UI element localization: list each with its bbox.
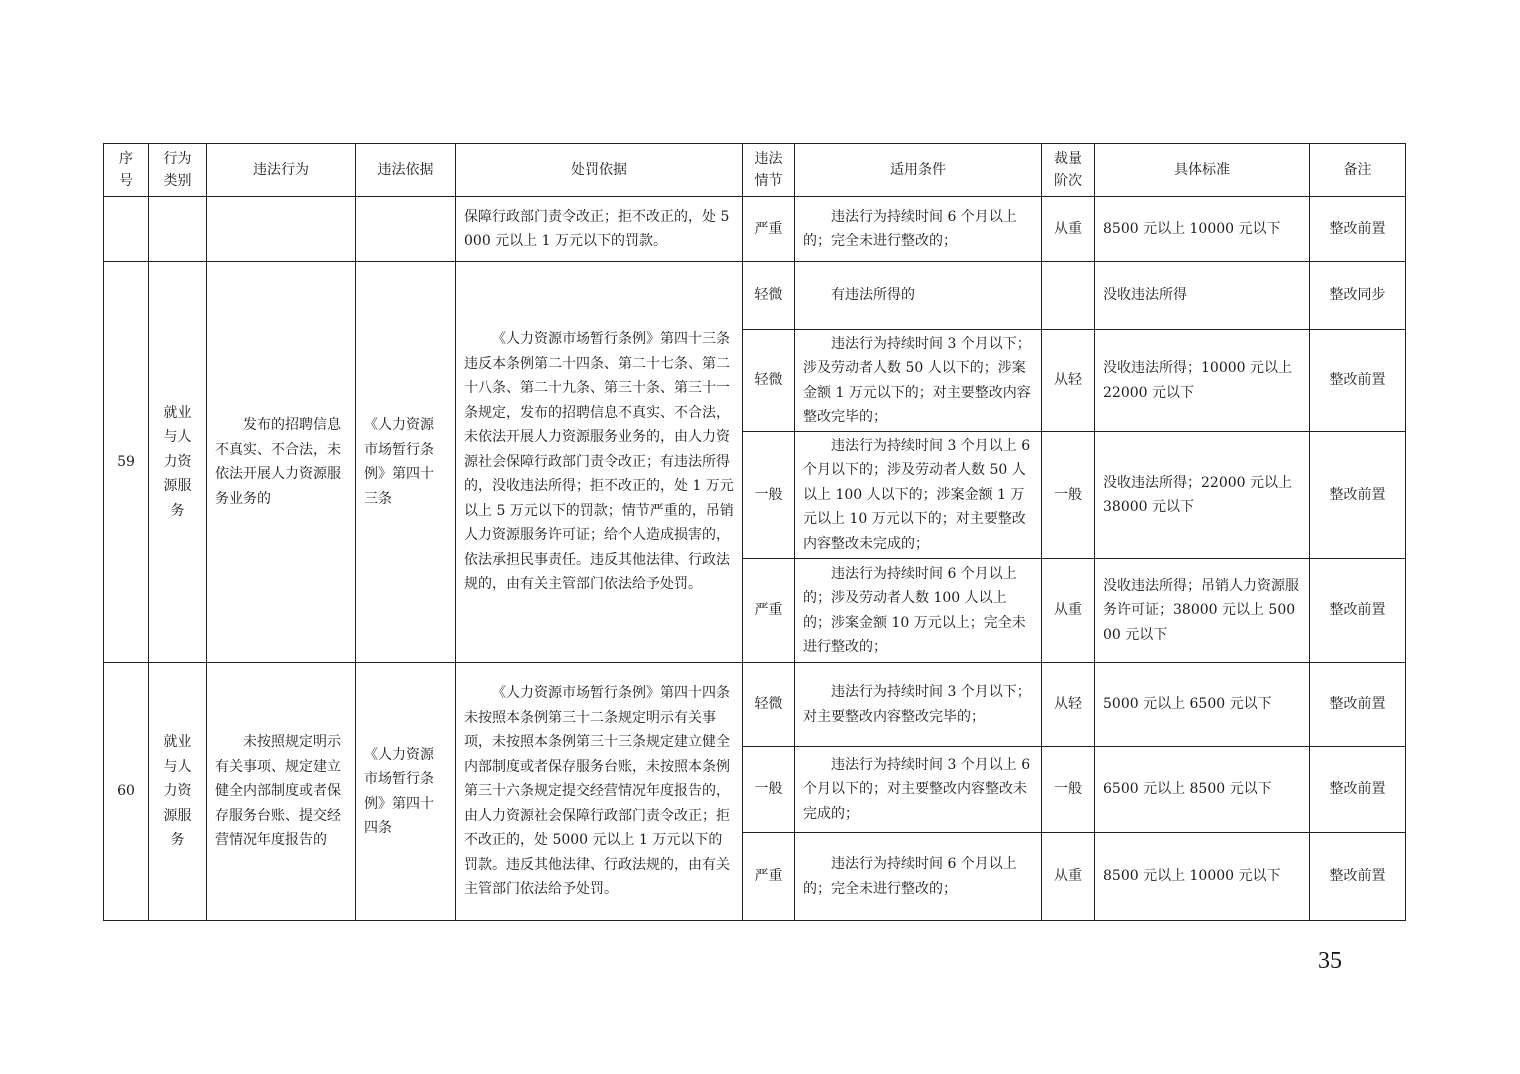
- note-cell: 整改前置: [1310, 330, 1406, 432]
- condition-cell: 违法行为持续时间 3 个月以下；涉及劳动者人数 50 人以下的；涉案金额 1 万元以下的；对主要整改内容整改完毕的；: [795, 330, 1042, 432]
- note-cell: 整改前置: [1310, 432, 1406, 559]
- severity-cell: 轻微: [743, 262, 795, 330]
- condition-cell: 违法行为持续时间 6 个月以上的；完全未进行整改的；: [795, 833, 1042, 921]
- penalty-discretion-table: [103, 143, 1406, 921]
- page-number: 35: [1318, 948, 1342, 974]
- note-cell: 整改前置: [1310, 833, 1406, 921]
- header-legal-basis: 违法依据: [356, 144, 456, 197]
- standard-cell: 没收违法所得: [1095, 262, 1310, 330]
- standard-cell: 6500 元以上 8500 元以下: [1095, 747, 1310, 833]
- condition-cell: 违法行为持续时间 3 个月以上 6 个月以下的；涉及劳动者人数 50 人以上 100 人以下的；涉案金额 1 万元以上 10 万元以下的；对主要整改内容整改未完成的；: [795, 432, 1042, 559]
- seq-cell: 60: [104, 663, 149, 921]
- table-row: [104, 262, 1406, 330]
- seq-cell: 59: [104, 262, 149, 663]
- header-seq: 序号: [104, 144, 149, 197]
- header-standard: 具体标准: [1095, 144, 1310, 197]
- level-cell: [1042, 262, 1095, 330]
- header-category: 行为类别: [149, 144, 207, 197]
- table-row: [104, 663, 1406, 747]
- condition-cell: 违法行为持续时间 6 个月以上的；涉及劳动者人数 100 人以上的；涉案金额 10 万元以上；完全未进行整改的；: [795, 559, 1042, 663]
- level-cell: 从轻: [1042, 330, 1095, 432]
- level-cell: 一般: [1042, 432, 1095, 559]
- condition-cell: 违法行为持续时间 6 个月以上的；完全未进行整改的；: [795, 197, 1042, 262]
- level-cell: 从轻: [1042, 663, 1095, 747]
- table-row: [104, 197, 1406, 262]
- severity-cell: 一般: [743, 747, 795, 833]
- note-cell: 整改同步: [1310, 262, 1406, 330]
- note-cell: 整改前置: [1310, 663, 1406, 747]
- standard-cell: 没收违法所得；吊销人力资源服务许可证；38000 元以上 50000 元以下: [1095, 559, 1310, 663]
- behavior-cell: 未按照规定明示有关事项、规定建立健全内部制度或者保存服务台账、提交经营情况年度报告的: [207, 663, 356, 921]
- standard-cell: 8500 元以上 10000 元以下: [1095, 833, 1310, 921]
- header-behavior: 违法行为: [207, 144, 356, 197]
- header-condition: 适用条件: [795, 144, 1042, 197]
- legal-basis-cell: 《人力资源市场暂行条例》第四十四条: [356, 663, 456, 921]
- condition-cell: 有违法所得的: [795, 262, 1042, 330]
- behavior-cell: 发布的招聘信息不真实、不合法，未依法开展人力资源服务业务的: [207, 262, 356, 663]
- severity-cell: 轻微: [743, 330, 795, 432]
- level-cell: 从重: [1042, 197, 1095, 262]
- standard-cell: 没收违法所得；10000 元以上 22000 元以下: [1095, 330, 1310, 432]
- severity-cell: 严重: [743, 197, 795, 262]
- note-cell: 整改前置: [1310, 747, 1406, 833]
- level-cell: 从重: [1042, 559, 1095, 663]
- category-cell: 就业与人力资源服务: [149, 663, 207, 921]
- header-row: [104, 144, 1406, 197]
- standard-cell: 没收违法所得；22000 元以上 38000 元以下: [1095, 432, 1310, 559]
- severity-cell: 轻微: [743, 663, 795, 747]
- level-cell: 一般: [1042, 747, 1095, 833]
- severity-cell: 严重: [743, 833, 795, 921]
- note-cell: 整改前置: [1310, 559, 1406, 663]
- penalty-basis-cell: 保障行政部门责令改正；拒不改正的，处 5000 元以上 1 万元以下的罚款。: [456, 197, 743, 262]
- standard-cell: 5000 元以上 6500 元以下: [1095, 663, 1310, 747]
- penalty-basis-cell: 《人力资源市场暂行条例》第四十三条 违反本条例第二十四条、第二十七条、第二十八条、第二十九条、第三十条、第三十一条规定，发布的招聘信息不真实、不合法，未依法开展人力资源服务业务的，由人力资源社会保障行政部门责令改正；有违法所得的，没收违法所得；拒不改正的，处 1 万元以上 5 万元以下的罚款；情节严重的，吊销人力资源服务许可证；给个人造成损害的，依法承担民事责任。违反其他法律、行政法规的，由有关主管部门依法给予处罚。: [456, 262, 743, 663]
- header-note: 备注: [1310, 144, 1406, 197]
- condition-cell: 违法行为持续时间 3 个月以下；对主要整改内容整改完毕的；: [795, 663, 1042, 747]
- condition-cell: 违法行为持续时间 3 个月以上 6 个月以下的；对主要整改内容整改未完成的；: [795, 747, 1042, 833]
- severity-cell: 一般: [743, 432, 795, 559]
- standard-cell: 8500 元以上 10000 元以下: [1095, 197, 1310, 262]
- legal-basis-cell: 《人力资源市场暂行条例》第四十三条: [356, 262, 456, 663]
- header-level: 裁量阶次: [1042, 144, 1095, 197]
- note-cell: 整改前置: [1310, 197, 1406, 262]
- severity-cell: 严重: [743, 559, 795, 663]
- penalty-basis-cell: 《人力资源市场暂行条例》第四十四条 未按照本条例第三十二条规定明示有关事项，未按照本条例第三十三条规定建立健全内部制度或者保存服务台账，未按照本条例第三十六条规定提交经营情况年度报告的，由人力资源社会保障行政部门责令改正；拒不改正的，处 5000 元以上 1 万元以下的罚款。违反其他法律、行政法规的，由有关主管部门依法给予处罚。: [456, 663, 743, 921]
- level-cell: 从重: [1042, 833, 1095, 921]
- category-cell: 就业与人力资源服务: [149, 262, 207, 663]
- header-severity: 违法情节: [743, 144, 795, 197]
- header-penalty-basis: 处罚依据: [456, 144, 743, 197]
